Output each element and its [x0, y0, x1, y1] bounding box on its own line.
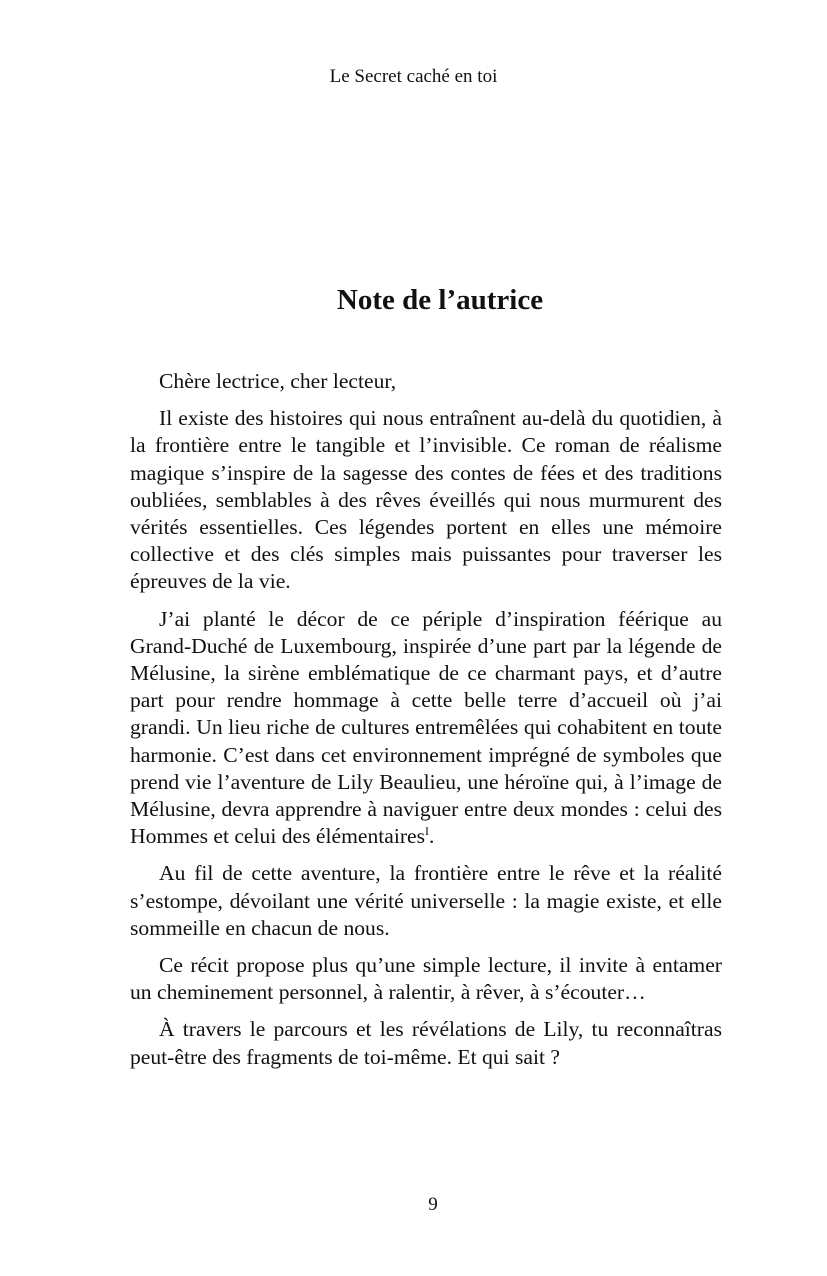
paragraph-2-text: J’ai planté le décor de ce périple d’inspiration féérique au Grand-Duché de Luxembourg, inspirée d’une part par la légende de Mélusine, la sirène emblématique de ce charmant pays, et d’autre part pour rendre hommage à cette belle terre d’accueil où j’ai grandi. Un lieu riche de cultures entremêlées qui cohabitent en toute harmonie. C’est dans cet environnement imprégné de symboles que prend vie l’aventure de Lily Beaulieu, une héroïne qui, à l’image de Mélusine, devra apprendre à naviguer entre deux mondes : celui des Hommes et celui des élémentaires [130, 606, 722, 849]
paragraph-2-end: . [429, 824, 435, 849]
running-header: Le Secret caché en toi [329, 66, 498, 87]
paragraph-2 [130, 606, 722, 851]
footnote-marker[interactable]: I [425, 824, 430, 839]
paragraph-3: Au fil de cette aventure, la frontière entre le rêve et la réalité s’estompe, dévoilant une vérité universelle : la magie existe, et elle sommeille en chacun de nous. [130, 861, 722, 940]
salutation-paragraph: Chère lectrice, cher lecteur, [159, 369, 397, 393]
body-text [130, 368, 722, 1081]
paragraph-1: Il existe des histoires qui nous entraînent au-delà du quotidien, à la frontière entre le tangible et l’invisible. Ce roman de réalisme magique s’inspire de la sagesse des contes de fées et des traditions oubliées, semblables à des rêves éveillés qui nous murmurent des vérités essentielles. Ces légendes portent en elles une mémoire collective et des clés simples mais puissantes pour traverser les épreuves de la vie. [130, 406, 722, 594]
page-number: 9 [428, 1194, 438, 1215]
paragraph-5: À travers le parcours et les révélations de Lily, tu reconnaîtras peut-être des fragments de toi-même. Et qui sait ? [130, 1017, 722, 1069]
chapter-title: Note de l’autrice [336, 284, 544, 316]
paragraph-4: Ce récit propose plus qu’une simple lecture, il invite à entamer un cheminement personnel, à ralentir, à rêver, à s’écouter… [130, 953, 722, 1005]
